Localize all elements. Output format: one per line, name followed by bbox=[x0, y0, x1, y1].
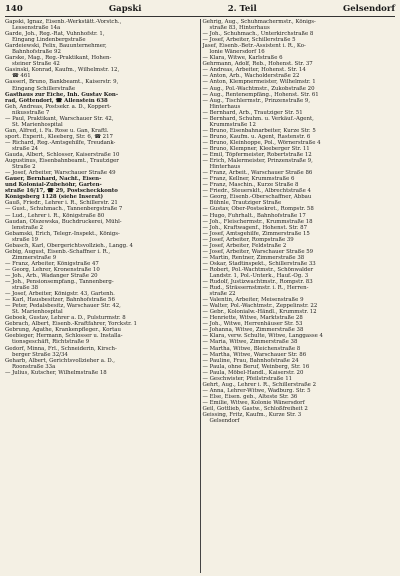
directory-entry: steiner Straße 42 bbox=[12, 61, 60, 68]
directory-entry: straße 38 bbox=[12, 285, 39, 292]
directory-entry: — Joh., Schuhmach., Unterkirchstraße 8 bbox=[202, 31, 314, 38]
column-divider bbox=[200, 19, 201, 573]
directory-entry: — Oskar, Stadtinspekt., Schillerstraße 33 bbox=[202, 260, 316, 267]
directory-entry: Krummstraße 12 bbox=[209, 121, 256, 128]
directory-entry: — Gust., Schuhmach., Tannenbergstraße 7 bbox=[5, 206, 123, 213]
directory-entry: — Klara, verw. Schulte, Witwe, Langgasse 4 bbox=[202, 333, 323, 340]
directory-entry: Gauß, Friedr., Lehrer i. R., Schillerstr. 21 bbox=[5, 200, 118, 207]
header-right-title: Gelsendorf bbox=[342, 4, 395, 14]
directory-entry: — Bernhard, Schuhm. u. Verkäuf.-Agent, bbox=[202, 115, 314, 122]
directory-entry: Garde, Joh., Reg.-Rat, Vuhnhofstr. 1, bbox=[5, 31, 105, 38]
directory-entry: Landstr. 1, Pol.-Unterk., Hauf.-Og. 3 bbox=[209, 272, 309, 279]
directory-entry: — Bruno, Kleinhoppe, Pol., Wörnerstraße 4 bbox=[202, 139, 321, 146]
directory-entry: Gasserl, Bruno, Bankbeamt., Kaiserstr. 9, bbox=[5, 79, 119, 86]
directory-entry: Hinterhaus bbox=[209, 164, 241, 171]
directory-entry: — Anton, Arb., Wacholderstraße 22 bbox=[202, 73, 300, 80]
header-center-title: 2. Teil bbox=[227, 4, 257, 14]
directory-entry: — Franz, Arbeiter, Königstraße 47 bbox=[5, 260, 99, 267]
directory-entry: straße 16/17, ☎ 29, Postscheckkonto bbox=[5, 188, 118, 195]
directory-entry: Gebasch, Karl, Obergerichtsvollzieh., Langg. 4 bbox=[5, 242, 133, 249]
directory-entry: — Martha, Witwe, Bleichenstraße 8 bbox=[202, 345, 301, 352]
directory-entry: — Bruno, Klempner, Kleeberger Str. 11 bbox=[202, 145, 310, 152]
directory-entry: — Pauline, Frau, Bahnhofstraße 24 bbox=[202, 357, 299, 364]
directory-entry: — Klara, Witwe, Karlstraße 6 bbox=[202, 55, 283, 62]
directory-entry: — Else, Eisen. geb., Alteste Str. 36 bbox=[202, 393, 298, 400]
directory-entry: — Martin, Rentner, Zimmerstraße 38 bbox=[202, 254, 305, 261]
directory-entry: straße 24 bbox=[12, 145, 39, 152]
directory-entry: und Kolonial-Zubehöhr, Garten- bbox=[5, 182, 102, 189]
page-number: 140 bbox=[5, 4, 23, 14]
directory-entry: Geh, Andreas, Postsekr. a. D., Koppert- bbox=[5, 103, 112, 110]
directory-entry: Jasef, Eisenb.-Betr.-Assistent i. R., Ko- bbox=[202, 43, 306, 50]
directory-entry: — Walter, Pol.-Wachtmstr., Zeppelinstr. 22 bbox=[202, 303, 318, 310]
directory-entry: — Andreas, Arbeiter, Hohenst. Str. 14 bbox=[202, 67, 306, 74]
directory-entry: — Paula, ohne Beruf, Weinberg, Str. 16 bbox=[202, 363, 310, 370]
directory-entry: Geebieger, Hermann, Schlosser u. Installa- bbox=[5, 333, 123, 340]
directory-entry: lenstraße 2 bbox=[12, 224, 44, 231]
directory-entry: Gebrach, Albert, Eisenb.-Kraftfahrer, Yorckstr. 1 bbox=[5, 321, 137, 328]
directory-entry: Zimmerstraße 9 bbox=[12, 254, 57, 261]
header-left-title: Gapski bbox=[108, 4, 142, 14]
directory-entry: — Josef, Arbeiter, Feldstraße 2 bbox=[202, 242, 287, 249]
directory-entry: — Josef, Arbeiter, Schillerstraße 5 bbox=[202, 37, 296, 44]
directory-entry: Gehrig, Aug., Schuhmachermstr., Königs- bbox=[202, 19, 316, 25]
directory-entry: — Josef, Arbeiter, Rompstraße 39 bbox=[202, 236, 294, 243]
directory-entry: Geharb, Albert, Gerichtsvollzieher a. D., bbox=[5, 357, 115, 364]
directory-entry: Bahnhofstraße 92 bbox=[12, 49, 61, 56]
directory-entry: straße 22 bbox=[209, 291, 236, 298]
directory-entry: Gauer, Bernhard, Nachf., Eisen- bbox=[5, 176, 102, 183]
directory-entry: — Josef, Amtsgehilfe, Zimmerstraße 15 bbox=[202, 230, 310, 237]
directory-entry: — Josef, Arbeiter, Königstr. 43, Gartenh. bbox=[5, 291, 115, 298]
directory-entry: straße 83, Hinterhaus bbox=[209, 25, 270, 32]
directory-entry: — Franz, Arbeit., Warschauer Straße 86 bbox=[202, 170, 313, 177]
directory-entry: — Bernhard, Arb., Trautziger Str. 51 bbox=[202, 109, 303, 116]
directory-entry: Roonstraße 33a bbox=[12, 363, 56, 370]
directory-entry: — Bruno, Kaufm. u. Agent, Rastenstr. 6 bbox=[202, 133, 311, 140]
directory-entry: — Julius, Kutscher, Wilhelmstraße 18 bbox=[5, 369, 107, 376]
directory-entry: — Erich, Malermeister, Prinzenstraße 9, bbox=[202, 158, 313, 165]
directory-entry: — Gebr., Kolonialw.-Händl., Krummstr. 12 bbox=[202, 309, 317, 316]
directory-entry: — Paula, Möbel-Handl., Kaiserstr. 20 bbox=[202, 369, 304, 376]
directory-entry: — Hugo, Fuhrhalt., Bahnhofstraße 17 bbox=[202, 212, 306, 219]
directory-entry: — Franz, Kellner, Krummstraße 6 bbox=[202, 176, 295, 183]
directory-entry: Eingang Schillerstraße bbox=[12, 85, 76, 92]
directory-entry: — Joh., Kraftwagenf., Hohenst. Str. 87 bbox=[202, 224, 308, 231]
directory-entry: — Robert, Pol.-Wachtmstr., Schönwalder bbox=[202, 266, 314, 273]
directory-entry: — Anna, Lehrer-Witwe, Wadburg. Str. 5 bbox=[202, 387, 311, 394]
directory-entry: — Josef, Arbeiter, Warschauer Straße 59 bbox=[202, 248, 314, 255]
directory-entry: Königsberg 1128 (siehe Inserat) bbox=[5, 194, 104, 201]
directory-entry: — Joh., Witwe, Herrenhäuser Str. 53 bbox=[202, 321, 303, 328]
page-header bbox=[5, 4, 395, 17]
directory-entry: — Lud., Lehrer i. R., Königstraße 80 bbox=[5, 212, 105, 219]
directory-entry: Eingang Lindenbergstraße bbox=[12, 37, 86, 44]
directory-entry: — Karl, Hausbesitzer, Bahnhofstraße 56 bbox=[5, 297, 115, 304]
right-column bbox=[202, 19, 395, 573]
directory-entry: rad, Göttendorf, ☎ Allenstein 638 bbox=[5, 97, 108, 104]
directory-entry: — Maria, Witwe, Zimmerstraße 38 bbox=[202, 339, 298, 346]
directory-entry: Geil, Gottlieb, Gastw., Schloßfreiheit 2 bbox=[202, 406, 308, 412]
directory-entry: Gebamski, Erich, Telegr.-Inspekt., Königs- bbox=[5, 230, 120, 237]
directory-entry: — Joh., Arb., Wadanger Straße 20 bbox=[5, 272, 98, 279]
directory-entry: — Emil, Töpfermeister, Robertstraße 12 bbox=[202, 152, 312, 159]
directory-entry: Gebig, August, Eisenb.-Schaffner i. R., bbox=[5, 248, 111, 255]
directory-entry: — Henriette, Witwe, Marktstraße 28 bbox=[202, 315, 303, 322]
directory-entry: Gelsendorf bbox=[209, 418, 240, 425]
directory-entry: Gedorf, Minna, Frl., Schneiderin, Kirsch- bbox=[5, 345, 117, 352]
directory-entry: — Aug., Rentenempfäng., Hohenst. Str. 61 bbox=[202, 91, 319, 98]
directory-entry: — Rudolf, Justizwachtmstr., Rompstr. 83 bbox=[202, 279, 313, 286]
directory-entry: straße 19 bbox=[12, 236, 39, 243]
directory-entry: — Friedr., Steuersklt., Albrechtstraße 4 bbox=[202, 188, 311, 195]
directory-entry: — Josef, Arbeiter, Warschauer Straße 49 bbox=[5, 170, 116, 177]
directory-entry: lonie Wänersdorf 16 bbox=[209, 49, 265, 56]
directory-entry: — Gustav, Ober-Postsekret., Rompstr. 58 bbox=[202, 206, 314, 213]
directory-entry: — Aug., Pol.-Wachtmstr., Zukobstraße 20 bbox=[202, 85, 315, 92]
directory-entry: — Valentin, Arbeiter, Meisenstraße 9 bbox=[202, 297, 304, 304]
directory-entry: — Bruno, Eisenbahnarbeiter, Kurze Str. 5 bbox=[202, 127, 316, 134]
directory-entry: — Georg, Lehrer, Kronenstraße 10 bbox=[5, 266, 100, 273]
directory-entry: Gebrung, Agathe, Krankenpfleger., Kortau bbox=[5, 327, 121, 334]
directory-entry: — Rud., Strässernstmstr. i. R., Herren- bbox=[202, 285, 309, 292]
directory-entry: Garske, Mag., Reg.-Praktikant, Hohen- bbox=[5, 55, 112, 62]
directory-entry: Gardeiewski, Felix, Bauunternehmer, bbox=[5, 43, 107, 50]
left-column bbox=[5, 19, 198, 573]
directory-entry: — Paul, Praktikant, Warschauer Str. 42, bbox=[5, 115, 114, 122]
directory-entry: — Georg, Eisenb.-Oberschaffner, Abbau bbox=[202, 194, 312, 201]
directory-entry: St. Marienhospital bbox=[12, 309, 63, 316]
directory-entry: Lessenstraße 14a bbox=[12, 25, 61, 32]
directory-entry: — Emilie, Witwe, Kolonie Wänersdorf bbox=[202, 399, 305, 406]
directory-entry: St. Marienhospital bbox=[12, 121, 63, 128]
directory-entry: — Peter, Pedalsbesitz, Warschauer Str. 42, bbox=[5, 303, 121, 310]
directory-entry: — Anton, Klempnermeister, Wilhelmstr. 1 bbox=[202, 79, 316, 86]
directory-entry: Bühnle, Trautziger Straße bbox=[209, 200, 282, 207]
directory-entry: Straße 2 bbox=[12, 164, 36, 171]
directory-entry: — Franz, Maschin., Kurze Straße 8 bbox=[202, 182, 299, 189]
directory-entry: — Joh., Pensionsempfang., Tannenberg- bbox=[5, 279, 114, 286]
directory-entry: Gasinski, Konrad, Kaufm., Wilhelmstr. 12, bbox=[5, 67, 120, 74]
directory-entry: — Johanna, Witwe, Zimmerstraße 38 bbox=[202, 327, 304, 334]
directory-entry: Augustinus, Eisenbahnbeamt., Trautziger bbox=[5, 158, 119, 165]
directory-entry: Gan, Alfred, i. Fa. Rose u. Gan, Kraftl. bbox=[5, 127, 109, 134]
directory-entry: Gapski, Ignaz, Eisenb.-Werkstätt.-Vorstch., bbox=[5, 19, 122, 25]
directory-entry: Gaudan, Olszewska, Buchdruckerei, Mühl- bbox=[5, 218, 122, 225]
directory-entry: ☎ 461 bbox=[12, 73, 31, 80]
directory-entry: Geissing, Fritz, Kaufm., Kurze Str. 3 bbox=[202, 412, 302, 419]
directory-entry: Hinterhaus bbox=[209, 103, 241, 110]
directory-entry: — Richard, Reg.-Amtsgehilfe, Treudank- bbox=[5, 139, 116, 146]
directory-entry: — Aug., Tischlermstr., Prinzenstraße 9, bbox=[202, 97, 311, 104]
directory-entry: — Joh., Fleischermstr., Krummstraße 18 bbox=[202, 218, 313, 225]
directory-entry: Gasthaus zur Eiche, Inh. Gustav Kon- bbox=[5, 91, 119, 98]
directory-entry: Gehrt, Aug., Lehrer i. R., Schillerstraße 2 bbox=[202, 381, 317, 388]
directory-entry: nikusstraße 7 bbox=[12, 109, 50, 116]
directory-entry: Geboek, Gustav, Lehrer a. D., Pulsturmstr. 8 bbox=[5, 315, 126, 322]
directory-entry: Gehrmann, Adolf, Reb., Hohenst. Str. 37 bbox=[202, 61, 313, 68]
directory-entry: — Geschwister, Pfeilstrstraße 11 bbox=[202, 375, 293, 382]
columns bbox=[5, 19, 395, 573]
directory-entry: berger Straße 32/34 bbox=[12, 351, 68, 358]
directory-entry: — Martha, Witwe, Warschauer Str. 86 bbox=[202, 351, 307, 358]
directory-entry: tionsgeschäft, Richtstraße 9 bbox=[12, 339, 90, 346]
directory-entry: sport. Experit., Kleeberg, Str. 6, ☎ 217 bbox=[5, 133, 113, 140]
directory-entry: Gauda, Albert, Schlosser, Kaiserstraße 10 bbox=[5, 152, 120, 159]
